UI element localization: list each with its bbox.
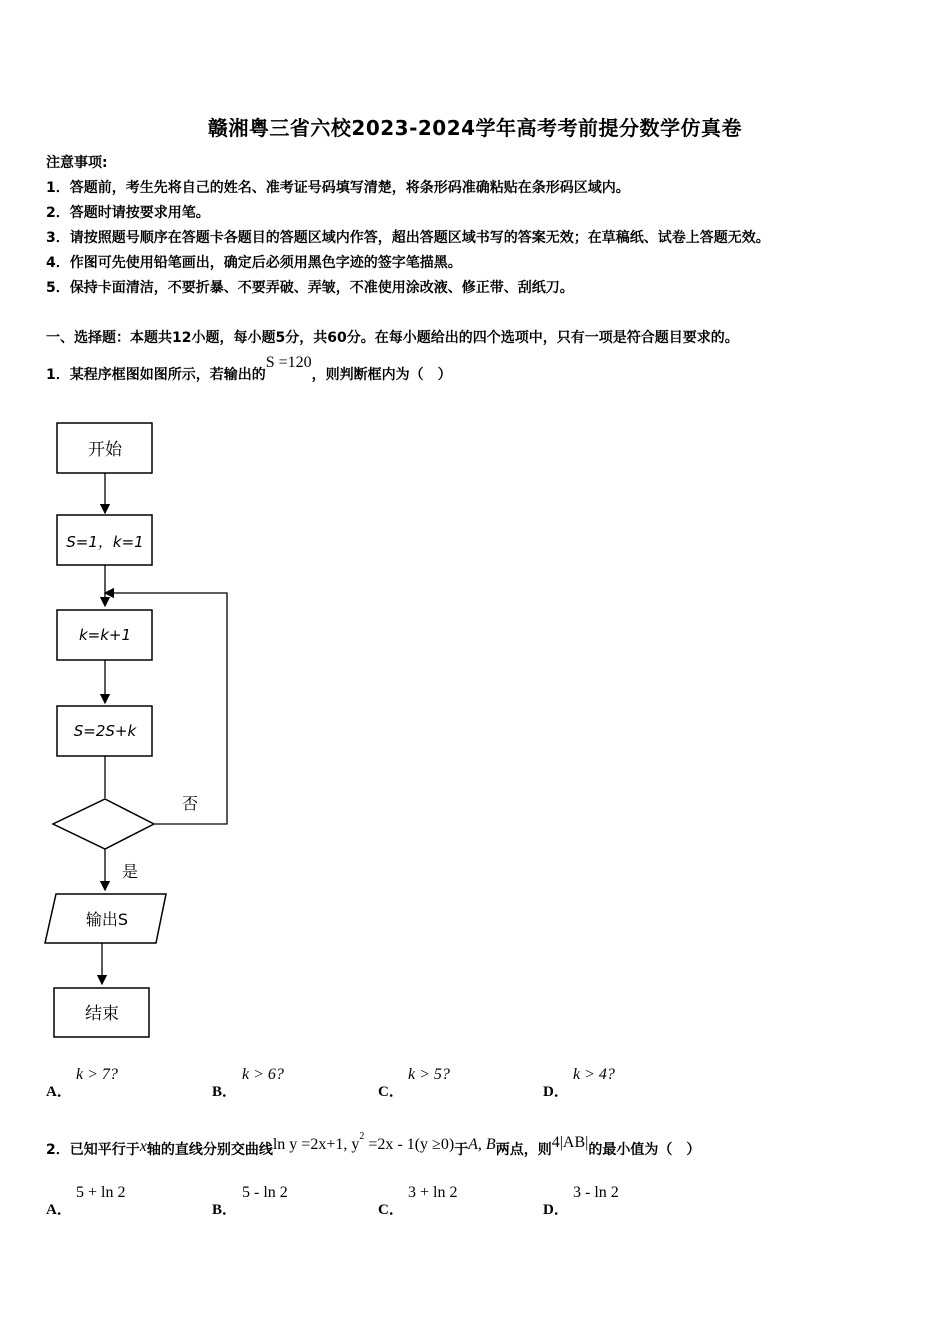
q2-text3: 于 <box>454 1142 469 1158</box>
q1-option-a[interactable] <box>46 1066 118 1101</box>
q2-curves <box>272 1131 455 1153</box>
option-value: 5 - ln 2 <box>242 1184 288 1201</box>
q1-math: S =120 <box>265 354 312 371</box>
flow-start-label: 开始 <box>88 440 122 460</box>
q2-points: A, B <box>468 1136 496 1153</box>
page-title: 赣湘粤三省六校2023-2024学年高考考前提分数学仿真卷 <box>207 116 743 140</box>
q2-option-b[interactable] <box>212 1184 288 1219</box>
q1-suffix: ，则判断框内为（ ） <box>311 367 452 383</box>
flow-end-label: 结束 <box>85 1004 119 1024</box>
flow-step1-label: k=k+1 <box>78 626 132 644</box>
q1-option-b[interactable] <box>212 1066 284 1101</box>
notice-item: 2．答题时请按要求用笔。 <box>46 205 210 221</box>
option-label: D． <box>543 1202 569 1218</box>
q2-option-c[interactable] <box>378 1184 458 1219</box>
q2-prefix: 2．已知平行于 <box>46 1142 140 1158</box>
notice-item: 3．请按照题号顺序在答题卡各题目的答题区域内作答，超出答题区域书写的答案无效；在草稿纸、试卷上答题无效。 <box>46 230 770 246</box>
option-value: k > 5? <box>408 1066 450 1083</box>
q2-option-a[interactable] <box>46 1184 126 1219</box>
q1-prefix: 1．某程序框图如图所示，若输出的 <box>46 367 266 383</box>
option-label: C． <box>378 1084 404 1100</box>
flow-output-label: 输出S <box>85 910 129 929</box>
option-label: A． <box>46 1202 72 1218</box>
option-label: B． <box>212 1084 238 1100</box>
notice-item: 1．答题前，考生先将自己的姓名、准考证号码填写清楚，将条形码准确粘贴在条形码区域内。 <box>46 180 630 196</box>
flow-decision-diamond <box>53 799 154 849</box>
q2-expr: 4|AB| <box>551 1134 589 1151</box>
notice-heading: 注意事项: <box>46 155 108 171</box>
option-label: D． <box>543 1084 569 1100</box>
option-value: k > 4? <box>573 1066 615 1083</box>
option-value: 5 + ln 2 <box>76 1184 126 1201</box>
q2-option-d[interactable] <box>543 1184 619 1219</box>
question-2-stem <box>46 1131 701 1159</box>
option-value: 3 + ln 2 <box>408 1184 458 1201</box>
flowchart <box>40 410 250 1050</box>
q1-option-c[interactable] <box>378 1066 450 1101</box>
q2-curve-2: =2x - 1(y ≥0) <box>364 1136 455 1153</box>
q2-superscript: 2 <box>359 1131 365 1142</box>
q1-option-d[interactable] <box>543 1066 615 1101</box>
q2-text4: 两点，则 <box>495 1142 552 1158</box>
flow-step2-label: S=2S+k <box>73 722 137 740</box>
option-value: k > 6? <box>242 1066 284 1083</box>
notice-item: 4．作图可先使用铅笔画出，确定后必须用黑色字迹的签字笔描黑。 <box>46 255 462 271</box>
q2-suffix: 的最小值为（ ） <box>588 1142 701 1158</box>
notice-item: 5．保持卡面清洁，不要折暴、不要弄破、弄皱，不准使用涂改液、修正带、刮纸刀。 <box>46 280 574 296</box>
question-1-stem <box>46 354 452 384</box>
q2-curve-1: ln y =2x+1, y <box>272 1136 360 1153</box>
option-value: k > 7? <box>76 1066 118 1083</box>
q2-text2: 轴的直线分别交曲线 <box>146 1142 273 1158</box>
option-value: 3 - ln 2 <box>573 1184 619 1201</box>
section-heading: 一、选择题：本题共12小题，每小题5分，共60分。在每小题给出的四个选项中，只有一项是符合题目要求的。 <box>46 330 739 346</box>
flow-yes-label: 是 <box>121 862 139 881</box>
flow-init-label: S=1，k=1 <box>66 533 144 551</box>
option-label: C． <box>378 1202 404 1218</box>
option-label: A． <box>46 1084 72 1100</box>
option-label: B． <box>212 1202 238 1218</box>
flow-no-label: 否 <box>181 794 199 813</box>
q2-x-var: x <box>139 1138 147 1155</box>
